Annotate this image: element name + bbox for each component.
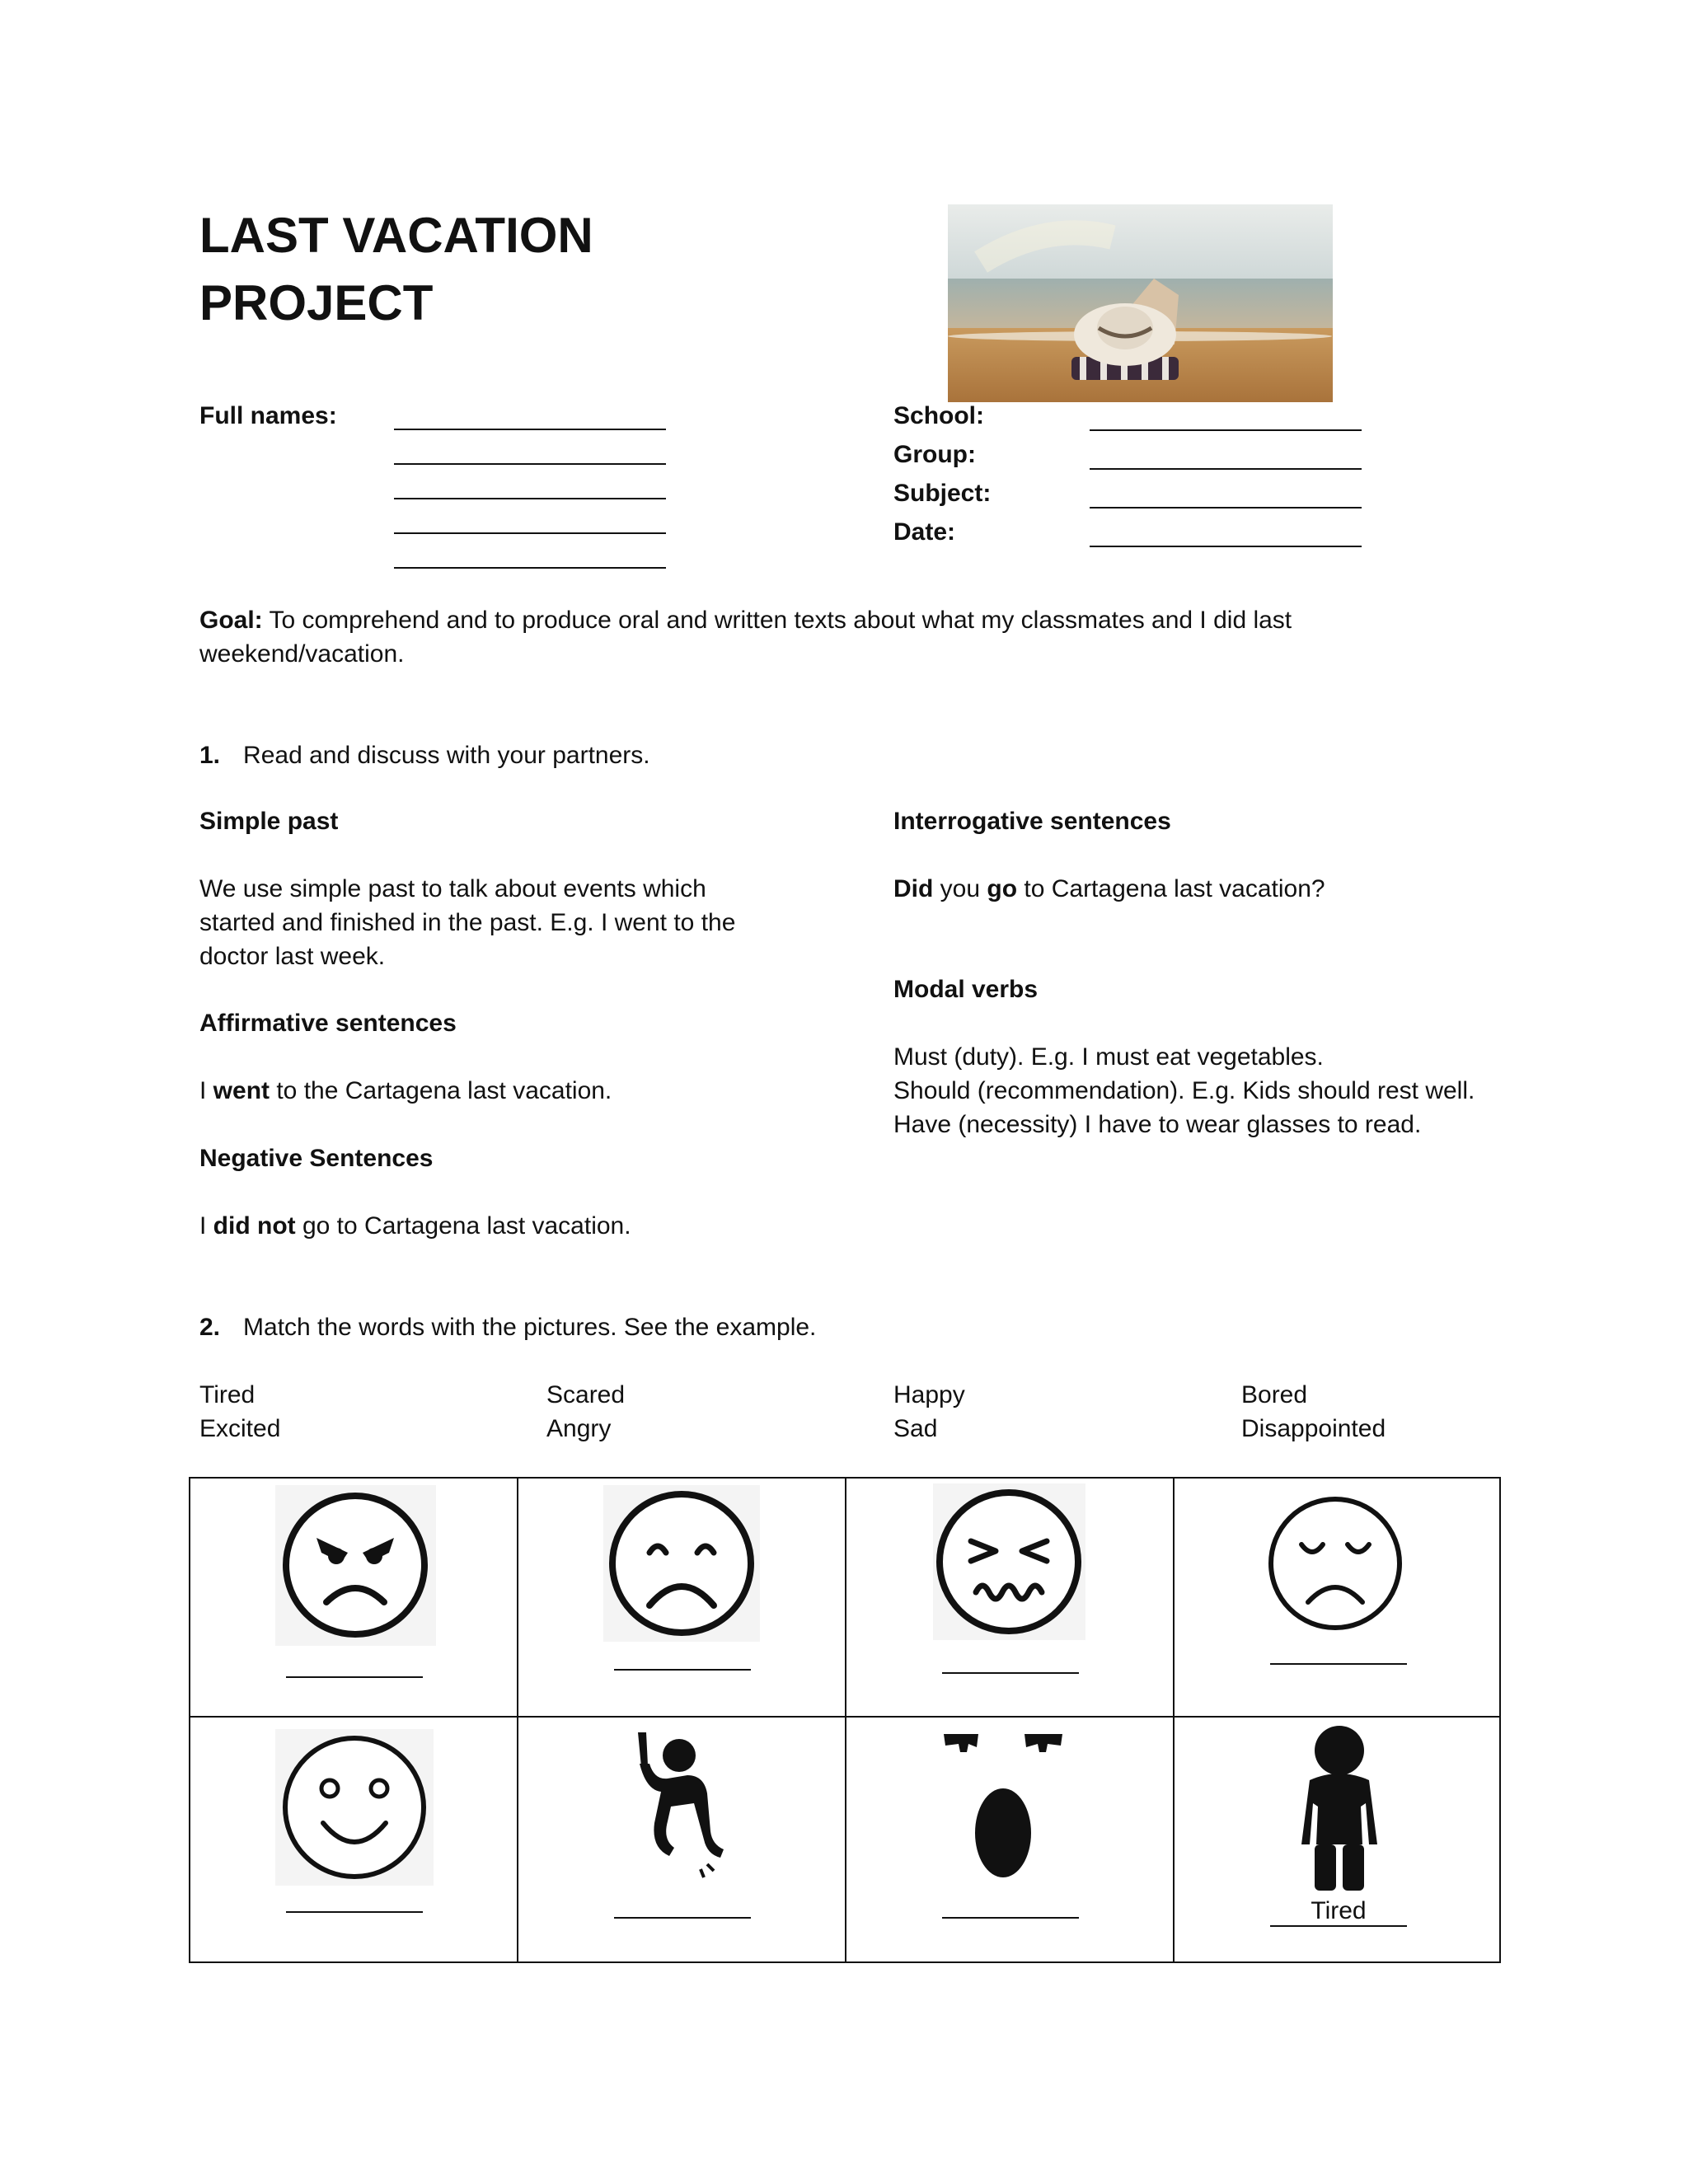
word-bored: Bored <box>1241 1381 1308 1408</box>
picture-cell-1 <box>190 1479 518 1718</box>
interrogative-example <box>893 872 1325 906</box>
section-2-heading <box>199 1310 816 1344</box>
negative-verb: did not <box>213 1212 296 1240</box>
picture-cell-7 <box>846 1718 1174 1957</box>
word-column-1 <box>199 1378 280 1446</box>
goal-paragraph <box>199 603 1518 671</box>
affirmative-example <box>199 1074 612 1108</box>
school-label: School: <box>893 402 984 429</box>
affirmative-heading: Affirmative sentences <box>199 1010 457 1037</box>
tired-person-icon <box>1290 1721 1389 1894</box>
picture-cell-8 <box>1175 1718 1502 1957</box>
goal-text: To comprehend and to produce oral and written texts about what my classmates and I did last <box>262 607 1292 634</box>
interrogative-aux: Did <box>893 875 934 902</box>
simple-past-line-2: started and finished in the past. E.g. I went to the <box>199 909 736 936</box>
word-column-4 <box>1241 1378 1386 1446</box>
word-angry: Angry <box>546 1415 612 1442</box>
full-name-line-2[interactable] <box>394 463 666 465</box>
goal-label: Goal: <box>199 607 263 634</box>
simple-past-text <box>199 872 735 973</box>
simple-past-line-3: doctor last week. <box>199 943 386 970</box>
modal-item-2: Should (recommendation). E.g. Kids should rest well. <box>893 1077 1475 1104</box>
modal-item-1: Must (duty). E.g. I must eat vegetables. <box>893 1043 1324 1071</box>
sad-face-icon <box>603 1485 760 1642</box>
word-sad: Sad <box>893 1415 938 1442</box>
angry-face-icon <box>275 1485 436 1646</box>
negative-post: go to Cartagena last vacation. <box>295 1212 631 1240</box>
answer-text-8: Tired <box>1311 1897 1367 1924</box>
word-excited: Excited <box>199 1415 281 1442</box>
word-happy: Happy <box>893 1381 965 1408</box>
picture-cell-5 <box>190 1718 518 1957</box>
word-disappointed: Disappointed <box>1241 1415 1386 1442</box>
answer-line-7[interactable] <box>942 1917 1079 1919</box>
beach-photo <box>948 204 1333 402</box>
section-2-number: 2. <box>199 1314 221 1341</box>
negative-heading: Negative Sentences <box>199 1145 434 1172</box>
answer-line-3[interactable] <box>942 1672 1079 1674</box>
modal-item-3: Have (necessity) I have to wear glasses to read. <box>893 1111 1422 1138</box>
excited-person-icon <box>621 1724 737 1897</box>
answer-line-2[interactable] <box>614 1669 751 1671</box>
word-column-2 <box>546 1378 625 1446</box>
title-line-2: PROJECT <box>199 275 434 330</box>
picture-cell-2 <box>518 1479 846 1718</box>
answer-line-5[interactable] <box>286 1911 423 1913</box>
section-1-instruction: Read and discuss with your partners. <box>243 742 650 769</box>
picture-cell-6 <box>518 1718 846 1957</box>
answer-line-8[interactable] <box>1270 1925 1407 1927</box>
modal-list <box>893 1040 1475 1141</box>
simple-past-heading: Simple past <box>199 808 339 835</box>
subject-label: Subject: <box>893 480 992 507</box>
disappointed-face-icon <box>1265 1493 1405 1633</box>
answer-line-6[interactable] <box>614 1917 751 1919</box>
simple-past-line-1: We use simple past to talk about events which <box>199 875 706 902</box>
word-column-3 <box>893 1378 965 1446</box>
section-2-instruction: Match the words with the pictures. See the example. <box>243 1314 817 1341</box>
interrogative-mid: you <box>933 875 987 902</box>
full-name-line-5[interactable] <box>394 567 666 569</box>
section-1-heading <box>199 738 650 772</box>
full-names-label: Full names: <box>199 402 337 429</box>
negative-pre: I <box>199 1212 213 1240</box>
scared-face-icon <box>937 1727 1085 1892</box>
affirmative-pre: I <box>199 1077 213 1104</box>
section-1-number: 1. <box>199 742 221 769</box>
interrogative-verb: go <box>987 875 1018 902</box>
affirmative-post: to the Cartagena last vacation. <box>270 1077 612 1104</box>
date-label: Date: <box>893 518 956 546</box>
school-line[interactable] <box>1090 429 1362 431</box>
title-line-1: LAST VACATION <box>199 208 593 263</box>
picture-cell-3 <box>846 1479 1174 1718</box>
happy-face-icon <box>275 1729 434 1886</box>
interrogative-heading: Interrogative sentences <box>893 808 1171 835</box>
word-tired: Tired <box>199 1381 256 1408</box>
modal-heading: Modal verbs <box>893 976 1039 1003</box>
interrogative-post: to Cartagena last vacation? <box>1017 875 1325 902</box>
date-line[interactable] <box>1090 546 1362 547</box>
page-title <box>199 202 593 337</box>
full-name-line-3[interactable] <box>394 498 666 499</box>
disgusted-face-icon <box>933 1483 1085 1640</box>
word-scared: Scared <box>546 1381 626 1408</box>
negative-example <box>199 1209 631 1243</box>
full-name-line-4[interactable] <box>394 532 666 534</box>
answer-line-4[interactable] <box>1270 1663 1407 1665</box>
full-name-line-1[interactable] <box>394 429 666 430</box>
affirmative-verb: went <box>213 1077 270 1104</box>
answer-line-1[interactable] <box>286 1676 423 1678</box>
subject-line[interactable] <box>1090 507 1362 509</box>
group-line[interactable] <box>1090 468 1362 470</box>
picture-table <box>189 1477 1501 1963</box>
goal-text-2: weekend/vacation. <box>199 640 405 668</box>
picture-cell-4 <box>1175 1479 1502 1718</box>
group-label: Group: <box>893 441 976 468</box>
